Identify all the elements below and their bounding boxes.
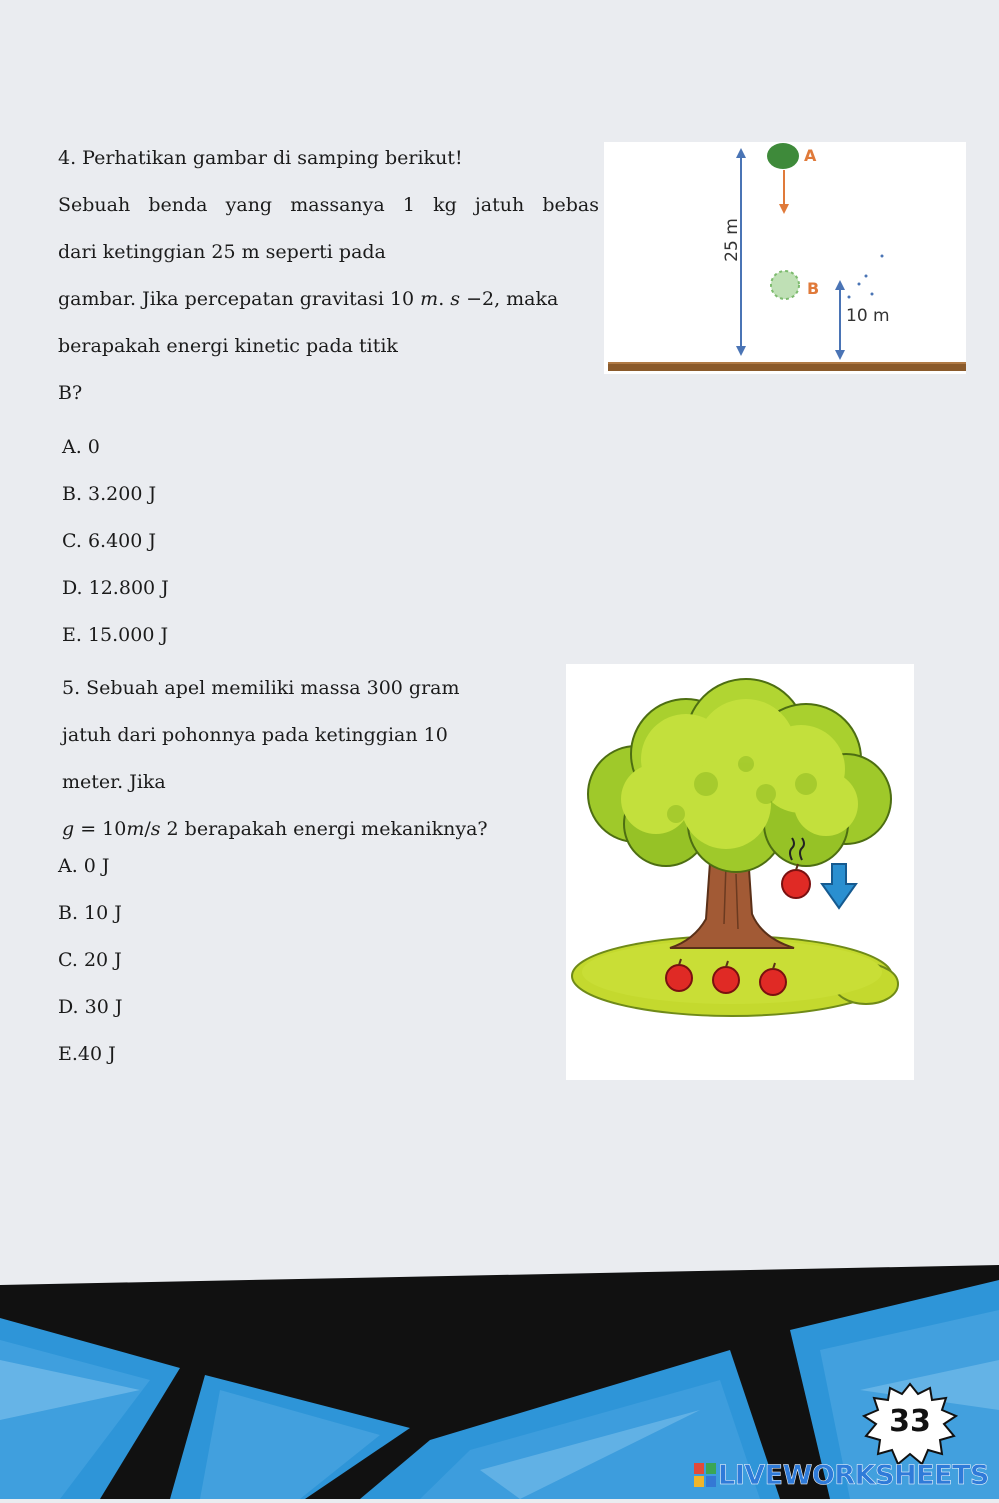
question-4-text-line: B? <box>58 382 83 404</box>
label-25m: 25 m <box>722 218 742 262</box>
q4-option-a[interactable]: A. 0 <box>62 436 100 458</box>
apple-tree-icon <box>566 664 914 1080</box>
label-10m: 10 m <box>846 306 890 326</box>
q4-option-b[interactable]: B. 3.200 J <box>62 483 157 505</box>
q4-option-e[interactable]: E. 15.000 J <box>62 624 169 646</box>
q4-option-c[interactable]: C. 6.400 J <box>62 530 156 552</box>
question-5-text-line: meter. Jika <box>62 771 166 793</box>
q5-option-b[interactable]: B. 10 J <box>58 902 122 924</box>
page-number: 33 <box>889 1404 931 1439</box>
falling-object-figure <box>604 142 966 374</box>
question-4-text-line: gambar. Jika percepatan gravitasi 10 𝑚. 𝑠 −2, maka <box>58 288 559 310</box>
brand-name: LIVEWORKSHEETS <box>718 1459 989 1491</box>
apple-tree-figure <box>566 664 914 1080</box>
q5-option-c[interactable]: C. 20 J <box>58 949 122 971</box>
question-5-title: 5. Sebuah apel memiliki massa 300 gram <box>62 677 460 699</box>
question-5-text-line: jatuh dari pohonnya pada ketinggian 10 <box>62 724 448 746</box>
question-4-text-line: berapakah energi kinetic pada titik <box>58 335 398 357</box>
q5-option-a[interactable]: A. 0 J <box>58 855 110 877</box>
q5-option-d[interactable]: D. 30 J <box>58 996 123 1018</box>
label-a: A <box>804 146 817 165</box>
q5-option-e[interactable]: E.40 J <box>58 1043 116 1065</box>
q4-option-d[interactable]: D. 12.800 J <box>62 577 169 599</box>
liveworksheets-logo-icon <box>694 1463 716 1487</box>
question-4-title: 4. Perhatikan gambar di samping berikut! <box>58 147 463 169</box>
question-5-text-line: 𝑔 = 10𝑚/𝑠 2 berapakah energi mekaniknya? <box>62 818 488 840</box>
question-4-text-line: Sebuah benda yang massanya 1 kg jatuh bebas <box>58 194 599 216</box>
ball-b-icon <box>771 271 799 299</box>
ball-a-icon <box>767 143 799 169</box>
label-b: B <box>807 279 820 298</box>
brand-logo[interactable] <box>694 1460 989 1490</box>
question-4-text-line: dari ketinggian 25 m seperti pada <box>58 241 386 263</box>
